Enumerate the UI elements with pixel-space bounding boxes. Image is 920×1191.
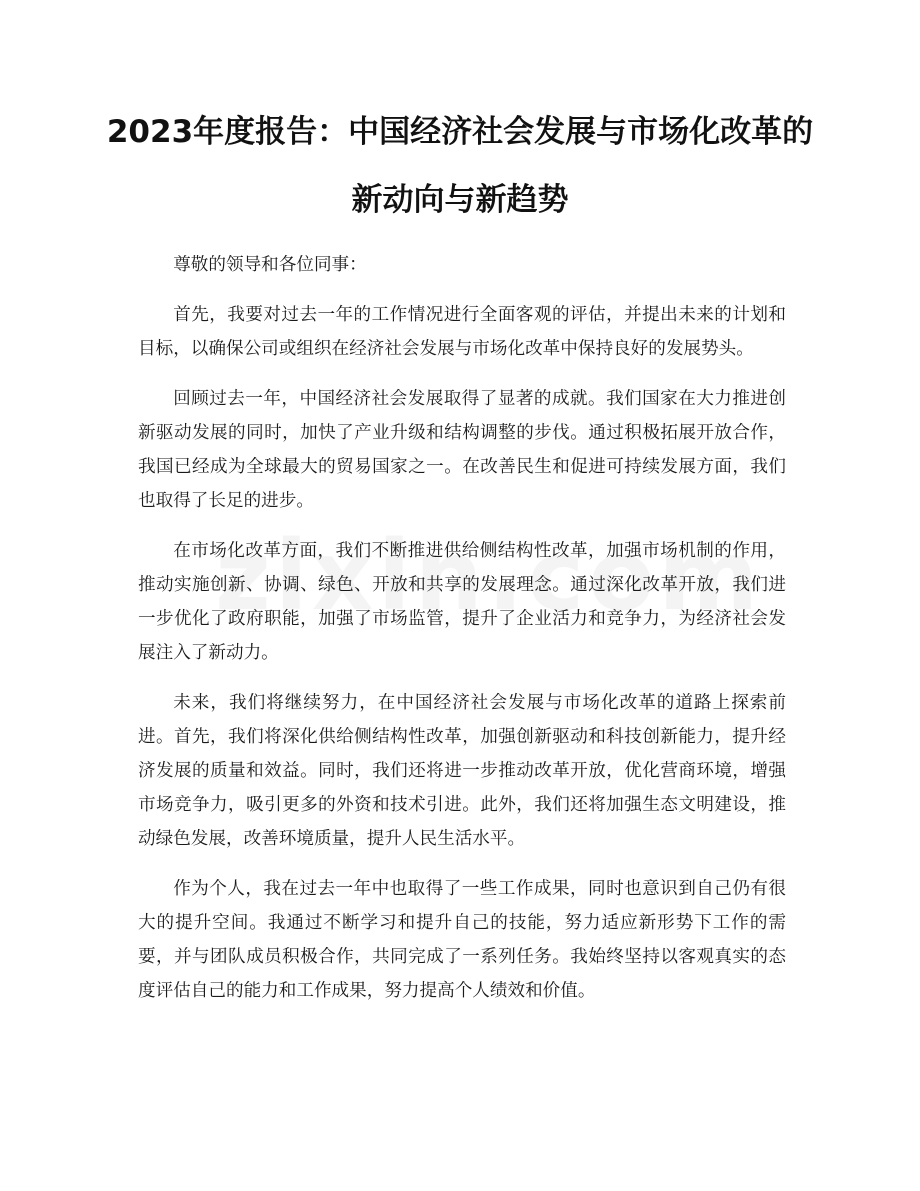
body-paragraph: 未来，我们将继续努力，在中国经济社会发展与市场化改革的道路上探索前进。首先，我们将深化供给侧结构性改革，加强创新驱动和科技创新能力，提升经济发展的质量和效益。同时，我们还将进一步推动改革开放，优化营商环境，增强市场竞争力，吸引更多的外资和技术引进。此外，我们还将加强生态文明建设，推动绿色发展，改善环境质量，提升人民生活水平。 [138, 693, 786, 849]
body-paragraph: 在市场化改革方面，我们不断推进供给侧结构性改革，加强市场机制的作用，推动实施创新、协调、绿色、开放和共享的发展理念。通过深化改革开放，我们进一步优化了政府职能，加强了市场监管，提升了企业活力和竞争力，为经济社会发展注入了新动力。 [138, 541, 786, 663]
document-body [138, 248, 786, 1024]
document-title: 2023年度报告：中国经济社会发展与市场化改革的新动向与新趋势 [106, 114, 814, 218]
body-paragraph: 回顾过去一年，中国经济社会发展取得了显著的成就。我们国家在大力推进创新驱动发展的同时，加快了产业升级和结构调整的步伐。通过积极拓展开放合作，我国已经成为全球最大的贸易国家之一。在改善民生和促进可持续发展方面，我们也取得了长足的进步。 [138, 389, 786, 511]
body-paragraph: 首先，我要对过去一年的工作情况进行全面客观的评估，并提出未来的计划和目标，以确保公司或组织在经济社会发展与市场化改革中保持良好的发展势头。 [138, 305, 786, 359]
salutation-paragraph: 尊敬的领导和各位同事： [173, 255, 367, 275]
body-paragraph: 作为个人，我在过去一年中也取得了一些工作成果，同时也意识到自己仍有很大的提升空间。我通过不断学习和提升自己的技能，努力适应新形势下工作的需要，并与团队成员积极合作，共同完成了一系列任务。我始终坚持以客观真实的态度评估自己的能力和工作成果，努力提高个人绩效和价值。 [138, 879, 786, 1001]
